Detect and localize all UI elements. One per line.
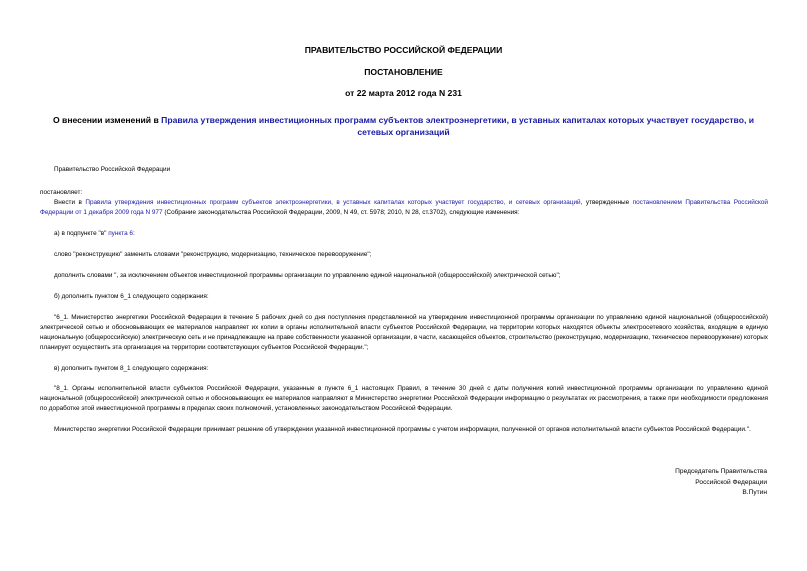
paragraph-government: Правительство Российской Федерации	[54, 166, 171, 173]
item-a-colon: :	[132, 230, 135, 237]
paragraph-item-c: в) дополнить пунктом 8_1 следующего содержания:	[54, 365, 209, 372]
paragraph-replace-word: слово "реконструкцию" заменить словами "реконструкцию, модернизацию, техническое перевооружение";	[54, 251, 372, 258]
signature-block	[675, 467, 767, 499]
title-rules-link[interactable]: Правила утверждения инвестиционных программ субъектов электроэнергетики, в уставных капиталах которых участвует государство, и сетевых организаций	[161, 115, 755, 137]
paragraph-add-words: дополнить словами ", за исключением объектов инвестиционной программы организации по управлению единой национальной (общероссийской) электрической сетью";	[54, 272, 561, 279]
paragraph-resolves: постановляет:	[40, 189, 83, 196]
amend-text-middle: , утвержденные	[580, 199, 633, 206]
document-title	[40, 114, 767, 138]
signature-name: В.Путин	[742, 489, 767, 496]
amend-text-end: (Собрание законодательства Российской Федерации, 2009, N 49, ст. 5978; 2010, N 28, ст.3702), следующие изменения:	[162, 209, 520, 216]
date-number-heading: от 22 марта 2012 года N 231	[345, 88, 462, 98]
paragraph-item-a	[40, 229, 768, 239]
rules-link[interactable]: Правила утверждения инвестиционных программ субъектов электроэнергетики, в уставных капиталах которых участвует государство, и сетевых организаций	[85, 199, 581, 206]
decree-977-link[interactable]: постановлением Правительства Российской Федерации от 1 декабря 2009 года N 977	[40, 199, 768, 216]
paragraph-amend	[40, 198, 768, 218]
paragraph-ministry-decision: Министерство энергетики Российской Федерации принимает решение об утверждении указанной инвестиционной программы с учетом информации, полученной от органов исполнительной власти субъектов Российской Федерации.".	[54, 426, 751, 433]
government-heading: ПРАВИТЕЛЬСТВО РОССИЙСКОЙ ФЕДЕРАЦИИ	[304, 45, 503, 55]
point-6-link[interactable]: пункта 6	[108, 230, 133, 237]
amend-text-start: Внести в	[54, 199, 86, 206]
paragraph-item-b: б) дополнить пунктом 6_1 следующего содержания:	[54, 293, 209, 300]
item-a-text: а) в подпункте "в"	[54, 230, 109, 237]
signature-title: Председатель Правительства	[675, 468, 767, 475]
paragraph-point-8-1: "8_1. Органы исполнительной власти субъектов Российской Федерации, указанные в пункте 6_1 настоящих Правил, в течение 30 дней с даты получения копий инвестиционной программы организации по управлению единой национальной (общероссийской) электрической сетью и обосновывающих ее материалов направляют в Министерство энергетики Российской Федерации информацию о результатах их рассмотрения, а также при необходимости предложения по доработке этой инвестиционной программы в пределах своих полномочий, установленных законодательством Российской Федерации.	[40, 385, 768, 412]
title-prefix: О внесении изменений в	[52, 115, 162, 125]
document-type-heading: ПОСТАНОВЛЕНИЕ	[364, 67, 443, 77]
paragraph-point-6-1: "6_1. Министерство энергетики Российской Федерации в течение 5 рабочих дней со дня поступления представленной на утверждение инвестиционной программы организации по управлению единой национальной (общероссийской) электрической сетью и обосновывающих ее материалов направляет их копии в органы исполнительной власти субъектов Российской Федерации, на территории которых находятся объекты электросетевого хозяйства, входящие в единую национальную (общероссийскую) электрическую сеть и не принадлежащие на праве собственности указанной организации, в части, касающейся объектов, строительство (реконструкцию, модернизацию, техническое перевооружение) которых планирует осуществить эта организация на территории соответствующих субъектов Российской Федерации.";	[40, 314, 768, 351]
signature-country: Российской Федерации	[695, 478, 767, 486]
